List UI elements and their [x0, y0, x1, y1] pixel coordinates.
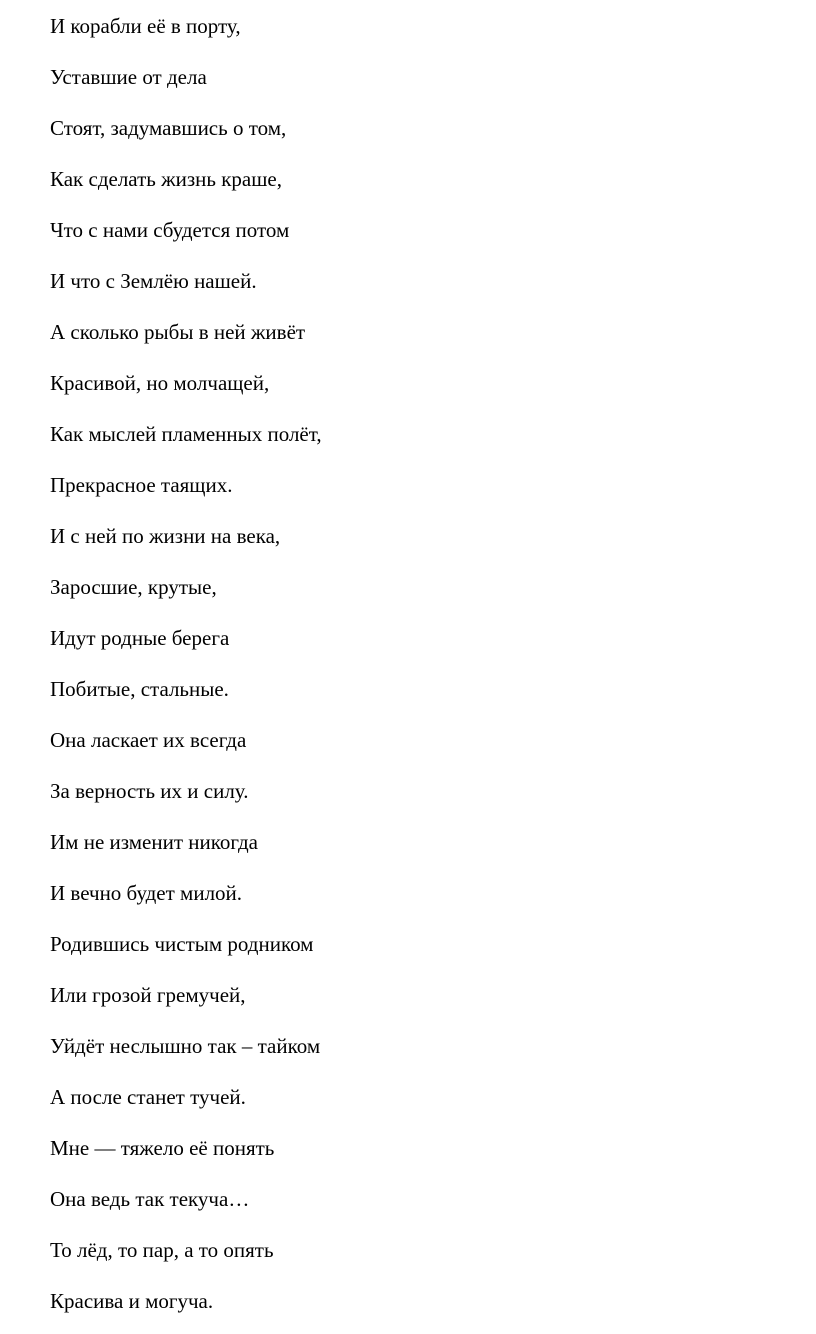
poem-line: Красивой, но молчащей,	[50, 371, 270, 395]
poem-line: Побитые, стальные.	[50, 677, 229, 701]
poem-line: Прекрасное таящих.	[50, 473, 233, 497]
poem-line: И что с Землёю нашей.	[50, 269, 257, 293]
poem-line: За верность их и силу.	[50, 779, 249, 803]
poem-line: То лёд, то пар, а то опять	[50, 1238, 274, 1262]
poem-line: Стоят, задумавшись о том,	[50, 116, 287, 140]
poem-line: А сколько рыбы в ней живёт	[50, 320, 306, 344]
poem-line: Как мыслей пламенных полёт,	[50, 422, 322, 446]
poem-line: А после станет тучей.	[50, 1085, 246, 1109]
poem-line: Уйдёт неслышно так – тайком	[50, 1034, 321, 1058]
poem-text	[50, 8, 322, 1334]
poem-line: Она ласкает их всегда	[50, 728, 247, 752]
poem-line: Идут родные берега	[50, 626, 230, 650]
poem-line: Им не изменит никогда	[50, 830, 258, 854]
poem-line: Родившись чистым родником	[50, 932, 314, 956]
poem-line: Или грозой гремучей,	[50, 983, 246, 1007]
poem-line: И корабли её в порту,	[50, 14, 241, 38]
poem-line: Она ведь так текуча…	[50, 1187, 250, 1211]
poem-line: Мне — тяжело её понять	[50, 1136, 275, 1160]
poem-line: Заросшие, крутые,	[50, 575, 217, 599]
poem-line: Красива и могуча.	[50, 1289, 214, 1313]
poem-line: И с ней по жизни на века,	[50, 524, 281, 548]
poem-line: Что с нами сбудется потом	[50, 218, 290, 242]
poem-line: Уставшие от дела	[50, 65, 207, 89]
poem-line: Как сделать жизнь краше,	[50, 167, 282, 191]
poem-line: И вечно будет милой.	[50, 881, 243, 905]
